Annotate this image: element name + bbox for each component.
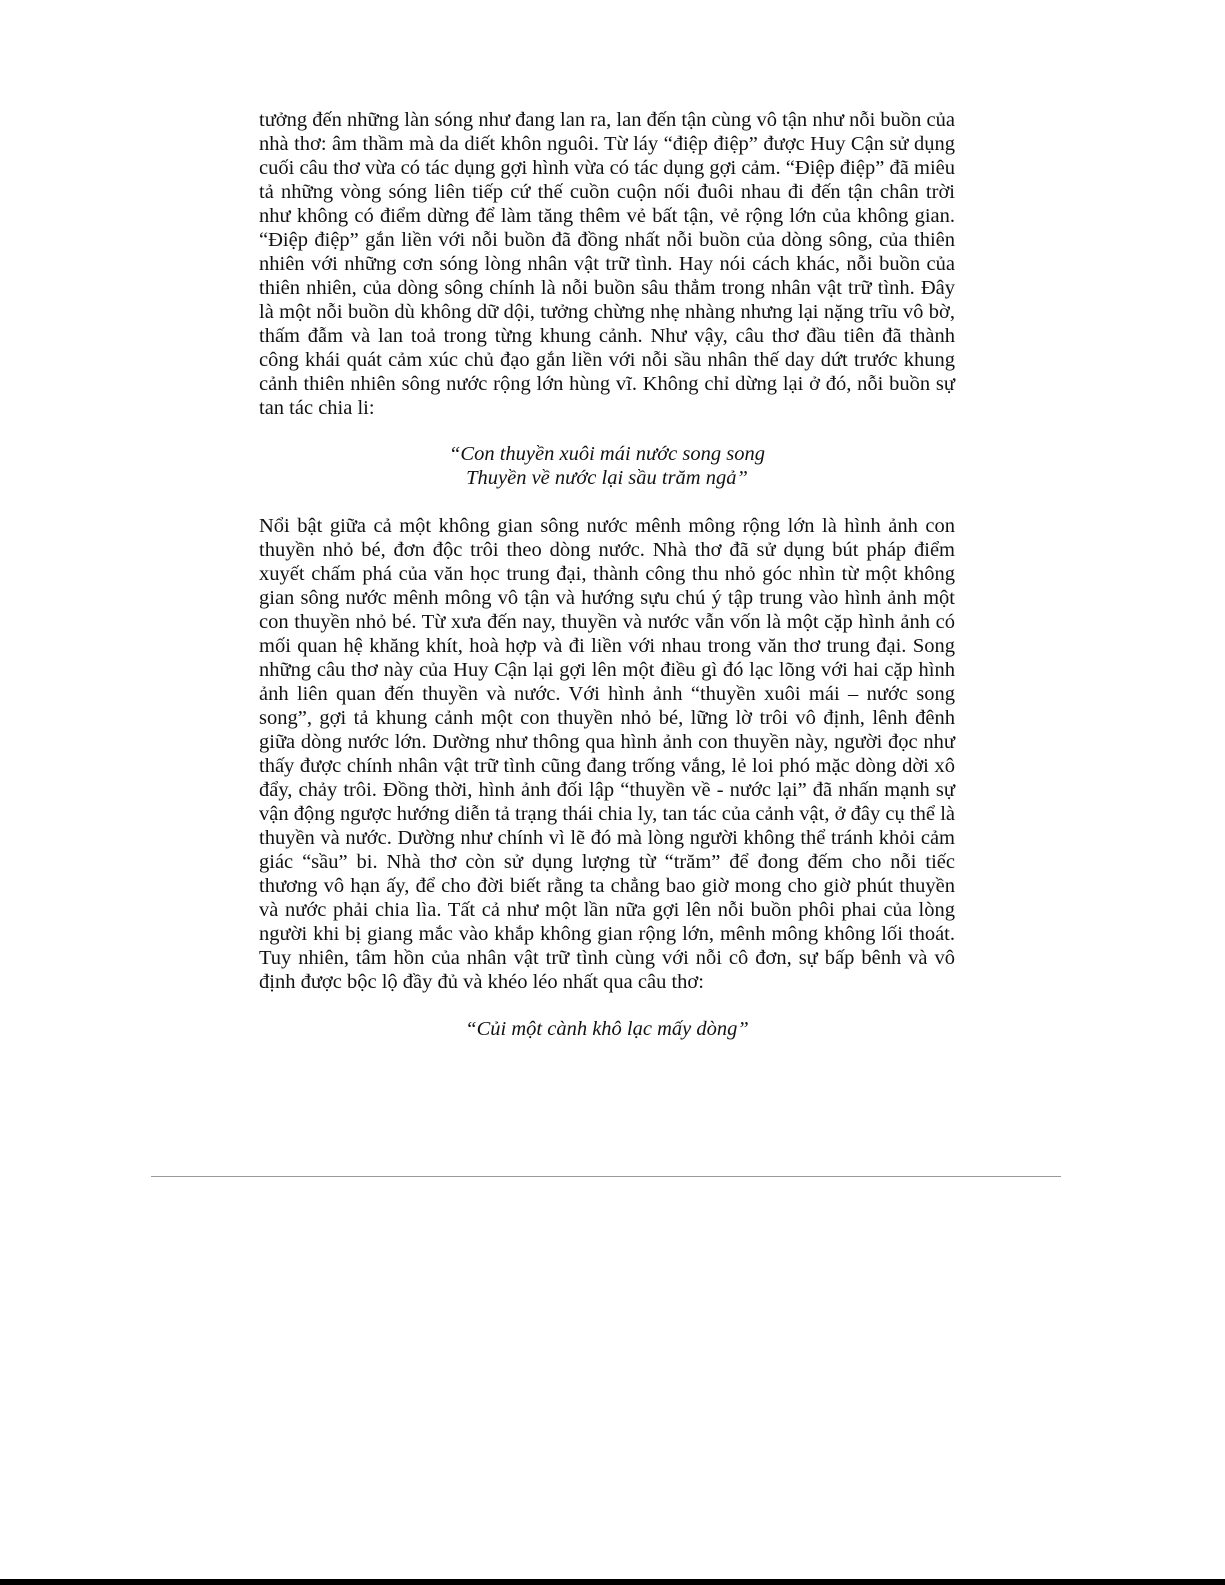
poem-line: “Củi một cành khô lạc mấy dòng” bbox=[465, 1018, 749, 1040]
poem-quote bbox=[259, 1017, 955, 1041]
poem-quote bbox=[259, 442, 955, 490]
body-paragraph: tưởng đến những làn sóng như đang lan ra, lan đến tận cùng vô tận như nỗi buồn của nhà thơ: âm thầm mà da diết khôn nguôi. Từ láy “điệp điệp” được Huy Cận sử dụng cuối câu thơ vừa có tác dụng gợi hình vừa có tác dụng gợi cảm. “Điệp điệp” đã miêu tả những vòng sóng liên tiếp cứ thế cuồn cuộn nối đuôi nhau đi đến tận chân trời như không có điểm dừng để làm tăng thêm vẻ bất tận, vẻ rộng lớn của không gian. “Điệp điệp” gắn liền với nỗi buồn đã đồng nhất nỗi buồn của dòng sông, của thiên nhiên với những cơn sóng lòng nhân vật trữ tình. Hay nói cách khác, nỗi buồn của thiên nhiên, của dòng sông chính là nỗi buồn sâu thẳm trong nhân vật trữ tình. Đây là một nỗi buồn dù không dữ dội, tưởng chừng nhẹ nhàng nhưng lại nặng trĩu vô bờ, thấm đẫm và lan toả trong từng khung cảnh. Như vậy, câu thơ đầu tiên đã thành công khái quát cảm xúc chủ đạo gắn liền với nỗi sầu nhân thế day dứt trước khung cảnh thiên nhiên sông nước rộng lớn hùng vĩ. Không chỉ dừng lại ở đó, nỗi buồn sự tan tác chia li: bbox=[259, 109, 955, 419]
body-paragraph: Nổi bật giữa cả một không gian sông nước mênh mông rộng lớn là hình ảnh con thuyền nhỏ bé, đơn độc trôi theo dòng nước. Nhà thơ đã sử dụng bút pháp điểm xuyết chấm phá của văn học trung đại, thành công thu nhỏ góc nhìn từ một không gian sông nước mênh mông vô tận và hướng sựu chú ý tập trung vào hình ảnh một con thuyền nhỏ bé. Từ xưa đến nay, thuyền và nước vẫn vốn là một cặp hình ảnh có mối quan hệ khăng khít, hoà hợp và đi liền với nhau trong văn thơ trung đại. Song những câu thơ này của Huy Cận lại gợi lên một điều gì đó lạc lõng với hai cặp hình ảnh liên quan đến thuyền và nước. Với hình ảnh “thuyền xuôi mái – nước song song”, gợi tả khung cảnh một con thuyền nhỏ bé, lững lờ trôi vô định, lênh đênh giữa dòng nước lớn. Dường như thông qua hình ảnh con thuyền này, người đọc như thấy được chính nhân vật trữ tình cũng đang trống vắng, lẻ loi phó mặc dòng dời xô đẩy, chảy trôi. Đồng thời, hình ảnh đối lập “thuyền về - nước lại” đã nhấn mạnh sự vận động ngược hướng diễn tả trạng thái chia ly, tan tác của cảnh vật, ở đây cụ thể là thuyền và nước. Dường như chính vì lẽ đó mà lòng người không thể tránh khỏi cảm giác “sầu” bi. Nhà thơ còn sử dụng lượng từ “trăm” để đong đếm cho nỗi tiếc thương vô hạn ấy, để cho đời biết rằng ta chẳng bao giờ mong cho giờ phút thuyền và nước phải chia lìa. Tất cả như một lần nữa gợi lên nỗi buồn phôi phai của lòng người khi bị giang mắc vào khắp không gian rộng lớn, mênh mông không lối thoát. Tuy nhiên, tâm hồn của nhân vật trữ tình cùng với nỗi cô đơn, sự bấp bênh và vô định được bộc lộ đầy đủ và khéo léo nhất qua câu thơ: bbox=[259, 515, 955, 993]
bottom-edge-bar bbox=[0, 1579, 1225, 1585]
footer-divider bbox=[151, 1176, 1061, 1177]
poem-line: “Con thuyền xuôi mái nước song song bbox=[449, 443, 765, 465]
poem-line: Thuyền về nước lại sầu trăm ngả” bbox=[466, 467, 748, 489]
